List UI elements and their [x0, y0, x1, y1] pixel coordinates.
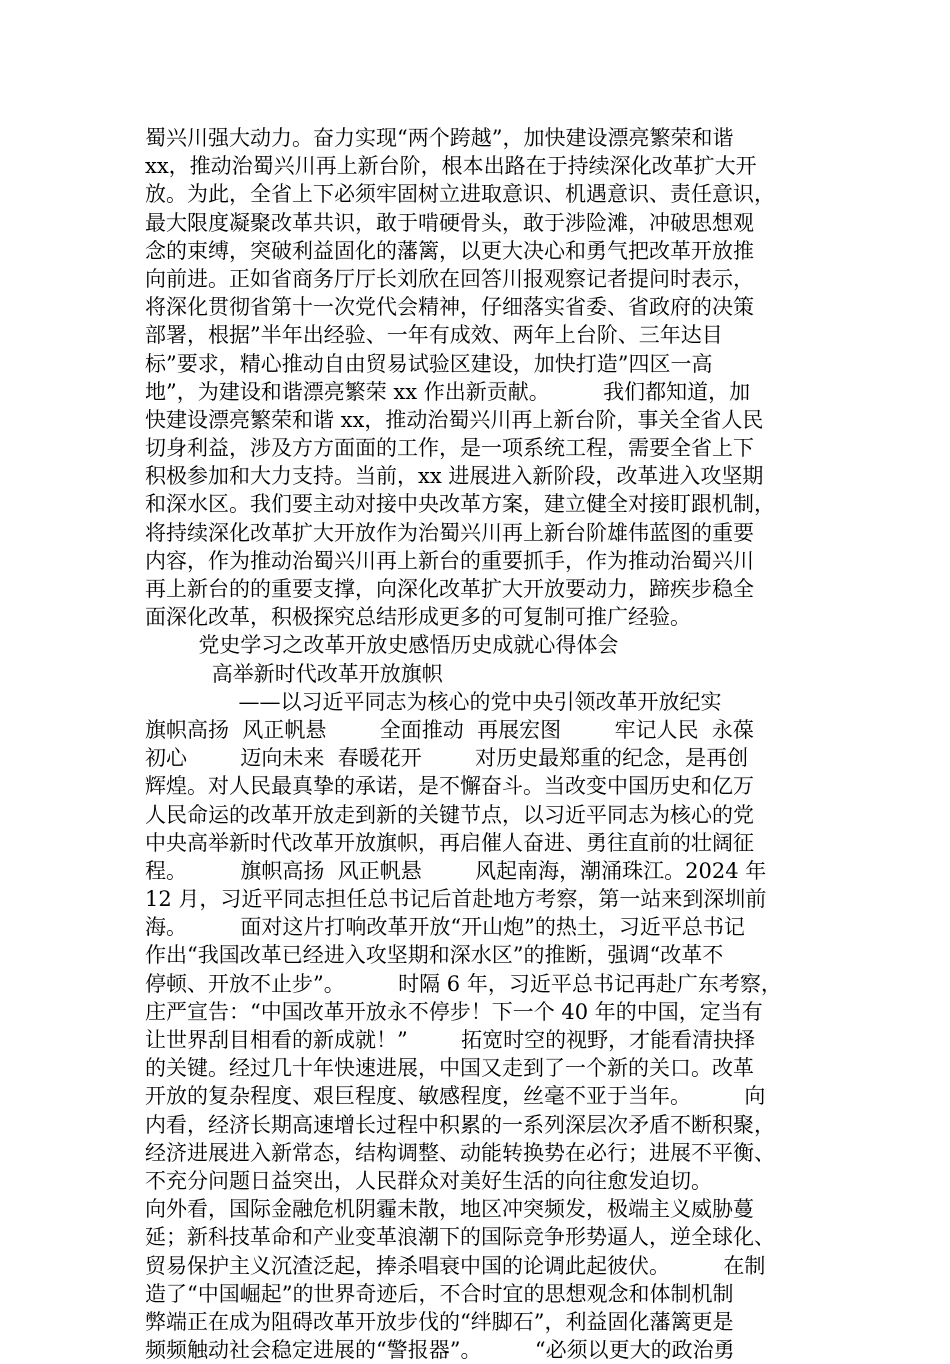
text-line: 延；新科技革命和产业变革浪潮下的国际竞争形势逼人，逆全球化、	[145, 1225, 775, 1250]
text-line: 快建设漂亮繁荣和谐 xx，推动治蜀兴川再上新台阶，事关全省人民	[145, 407, 764, 432]
text-line: 频频触动社会稳定进展的“警报器”。 “必须以更大的政治勇	[145, 1338, 735, 1363]
text-line: ——以习近平同志为核心的党中央引领改革开放纪实	[145, 689, 722, 714]
text-line: 向前进。正如省商务厅厅长刘欣在回答川报观察记者提问时表示，	[145, 266, 754, 291]
text-line: 不充分问题日益突出，人民群众对美好生活的向往愈发迫切。	[145, 1168, 712, 1193]
text-line: 旗帜高扬 风正帆悬 全面推动 再展宏图 牢记人民 永葆	[145, 717, 754, 742]
text-line: 庄严宣告：“中国改革开放永不停步！下一个 40 年的中国，定当有	[145, 999, 763, 1024]
text-line: 内看，经济长期高速增长过程中积累的一系列深层次矛盾不断积聚，	[145, 1112, 775, 1137]
text-line: 人民命运的改革开放走到新的关键节点，以习近平同志为核心的党	[145, 802, 754, 827]
text-line: 标”要求，精心推动自由贸易试验区建设，加快打造”四区一高	[145, 351, 713, 376]
text-line: 蜀兴川强大动力。奋力实现“两个跨越”，加快建设漂亮繁荣和谐	[145, 126, 734, 150]
text-line: 内容，作为推动治蜀兴川再上新台的重要抓手，作为推动治蜀兴川	[145, 548, 754, 573]
text-line: 停顿、开放不止步”。 时隔 6 年，习近平总书记再赴广东考察，	[145, 971, 782, 996]
text-line: 地”，为建设和谐漂亮繁荣 xx 作出新贡献。 我们都知道，加	[145, 379, 751, 404]
text-line: 党史学习之改革开放史感悟历史成就心得体会	[145, 633, 619, 658]
text-line: 海。 面对这片打响改革开放“开山炮”的热土，习近平总书记	[145, 915, 745, 940]
text-line: 念的束缚，突破利益固化的藩篱，以更大决心和勇气把改革开放推	[145, 238, 754, 263]
text-line: 将深化贯彻省第十一次党代会精神，仔细落实省委、省政府的决策	[145, 295, 754, 320]
text-line: 和深水区。我们要主动对接中央改革方案，建立健全对接盯跟机制，	[145, 492, 775, 517]
text-line: 将持续深化改革扩大开放作为治蜀兴川再上新台阶雄伟蓝图的重要	[145, 520, 754, 545]
text-line: 辉煌。对人民最真挚的承诺，是不懈奋斗。当改变中国历史和亿万	[145, 774, 754, 799]
text-line: 向外看，国际金融危机阴霾未散，地区冲突频发，极端主义威胁蔓	[145, 1197, 754, 1222]
text-line: 作出“我国改革已经进入攻坚期和深水区”的推断，强调“改革不	[145, 943, 724, 968]
text-line: 放。为此，全省上下必须牢固树立进取意识、机遇意识、责任意识，	[145, 182, 775, 207]
document-body	[145, 124, 835, 1364]
text-line: 中央高举新时代改革开放旗帜，再启催人奋进、勇往直前的壮阔征	[145, 830, 754, 855]
text-line: 积极参加和大力支持。当前，xx 进展进入新阶段，改革进入攻坚期	[145, 464, 764, 489]
text-line: 最大限度凝聚改革共识，敢于啃硬骨头，敢于涉险滩，冲破思想观	[145, 210, 754, 235]
text-line: 高举新时代改革开放旗帜	[145, 661, 443, 686]
text-line: 的关键。经过几十年快速进展，中国又走到了一个新的关口。改革	[145, 1056, 754, 1081]
text-line: xx，推动治蜀兴川再上新台阶，根本出路在于持续深化改革扩大开	[145, 154, 757, 179]
text-line: 让世界刮目相看的新成就！” 拓宽时空的视野，才能看清抉择	[145, 1028, 756, 1052]
text-line: 初心 迈向未来 春暖花开 对历史最郑重的纪念，是再创	[145, 746, 749, 771]
text-line: 再上新台的的重要支撑，向深化改革扩大开放要动力，蹄疾步稳全	[145, 577, 754, 601]
text-line: 弊端正在成为阻碍改革开放步伐的“绊脚石”，利益固化藩篱更是	[145, 1309, 734, 1334]
text-line: 面深化改革，积极探究总结形成更多的可复制可推广经验。	[145, 605, 691, 630]
text-line: 12 月，习近平同志担任总书记后首赴地方考察，第一站来到深圳前	[145, 887, 767, 912]
text-line: 部署，根据”半年出经验、一年有成效、两年上台阶、三年达目	[145, 323, 723, 348]
text-line: 造了“中国崛起”的世界奇迹后，不合时宜的思想观念和体制机制	[145, 1281, 734, 1306]
text-line: 程。 旗帜高扬 风正帆悬 风起南海，潮涌珠江。2024 年	[145, 858, 767, 883]
text-line: 切身利益，涉及方方面面的工作，是一项系统工程，需要全省上下	[145, 436, 754, 461]
text-line: 贸易保护主义沉渣泛起，捧杀唱衰中国的论调此起彼伏。 在制	[145, 1253, 766, 1278]
text-line: 开放的复杂程度、艰巨程度、敏感程度，丝毫不亚于当年。 向	[145, 1084, 766, 1109]
text-line: 经济进展进入新常态，结构调整、动能转换势在必行；进展不平衡、	[145, 1140, 775, 1165]
